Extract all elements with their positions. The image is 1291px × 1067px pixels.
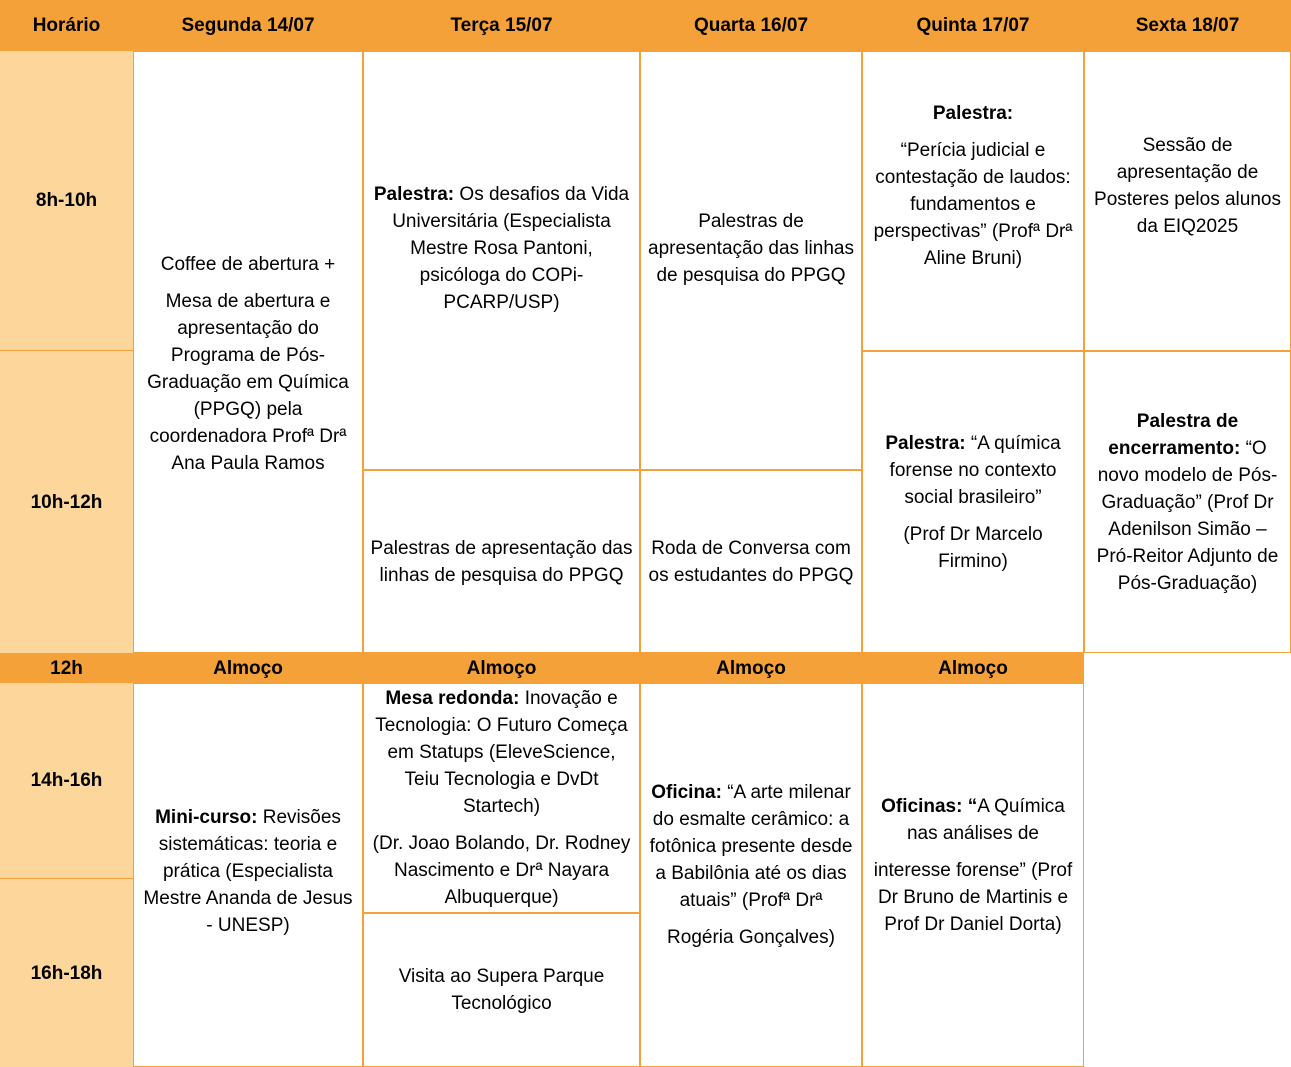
thursday-speaker-text: (Prof Dr Marcelo Firmino) [903,523,1043,572]
workshop-speaker: Rogéria Gonçalves) [667,927,835,948]
monday-morning-session [133,51,363,653]
header-time: Horário [0,0,133,51]
tuesday-14-16-session [363,683,640,913]
wednesday-afternoon-session [640,683,862,1067]
round-table-text: Mesa redonda: Inovação e Tecnologia: O Futuro Começa em Statups (EleveScience, Teiu Tecnologia e DvDt Startech) [375,688,628,817]
tuesday-16-18-session [363,913,640,1067]
tuesday-10-12-session [363,470,640,653]
thursday-talk-text: “Perícia judicial e contestação de laudos: fundamentos e perspectivas” (Profª Drª Aline Bruni) [873,140,1073,269]
friday-10-12-session [1084,351,1291,653]
wednesday-8-10-session [640,51,862,470]
thursday-forensic-text: Palestra: “A química forense no contexto social brasileiro” [885,432,1061,508]
time-10-12: 10h-12h [0,351,133,653]
friday-8-10-session [1084,51,1291,351]
wednesday-talk-text: Palestras de apresentação das linhas de pesquisa do PPGQ [648,211,854,286]
minicourse-text: Mini-curso: Revisões sistemáticas: teoria e prática (Especialista Mestre Ananda de Jesus - UNESP) [143,806,353,936]
thursday-talk-label: Palestra: [932,103,1014,124]
header-friday: Sexta 18/07 [1084,0,1291,51]
tuesday-lines-text: Palestras de apresentação das linhas de pesquisa do PPGQ [370,537,633,586]
monday-afternoon-session [133,683,363,1067]
friday-closing-text: Palestra de encerramento: “O novo modelo de Pós-Graduação” (Prof Dr Adenilson Simão – Pró-Reitor Adjunto de Pós-Graduação) [1096,410,1279,594]
header-tuesday: Terça 15/07 [363,0,640,51]
thursday-10-12-session [862,351,1084,653]
lunch-thursday: Almoço [862,653,1084,683]
workshop-text: Oficina: “A arte milenar do esmalte cerâmico: a fotônica presente desde a Babilônia até os dias atuais” (Profª Drª [649,782,853,911]
coffee-text: Coffee de abertura + [160,254,336,275]
time-12: 12h [0,653,133,683]
opening-text: Mesa de abertura e apresentação do Programa de Pós-Graduação em Química (PPGQ) pela coordenadora Profª Drª Ana Paula Ramos [147,291,349,474]
thursday-8-10-session [862,51,1084,351]
friday-poster-text: Sessão de apresentação de Posteres pelos alunos da EIQ2025 [1094,135,1281,237]
lunch-tuesday: Almoço [363,653,640,683]
tuesday-talk-text: Palestra: Os desafios da Vida Universitária (Especialista Mestre Rosa Pantoni, psicóloga do COPi-PCARP/USP) [373,184,630,313]
visit-text: Visita ao Supera Parque Tecnológico [398,966,605,1014]
workshops-text: Oficinas: “A Química nas análises de [881,795,1065,844]
workshops-speakers: interesse forense” (Prof Dr Bruno de Martinis e Prof Dr Daniel Dorta) [873,859,1073,935]
round-table-speakers: (Dr. Joao Bolando, Dr. Rodney Nascimento e Drª Nayara Albuquerque) [372,833,631,908]
lunch-wednesday: Almoço [640,653,862,683]
lunch-monday: Almoço [133,653,363,683]
wednesday-conversation-text: Roda de Conversa com os estudantes do PPGQ [648,537,854,586]
time-16-18: 16h-18h [0,879,133,1067]
time-8-10: 8h-10h [0,51,133,351]
header-thursday: Quinta 17/07 [862,0,1084,51]
header-wednesday: Quarta 16/07 [640,0,862,51]
time-14-16: 14h-16h [0,683,133,879]
header-monday: Segunda 14/07 [133,0,363,51]
thursday-afternoon-session [862,683,1084,1067]
tuesday-8-10-session [363,51,640,470]
wednesday-10-12-session [640,470,862,653]
